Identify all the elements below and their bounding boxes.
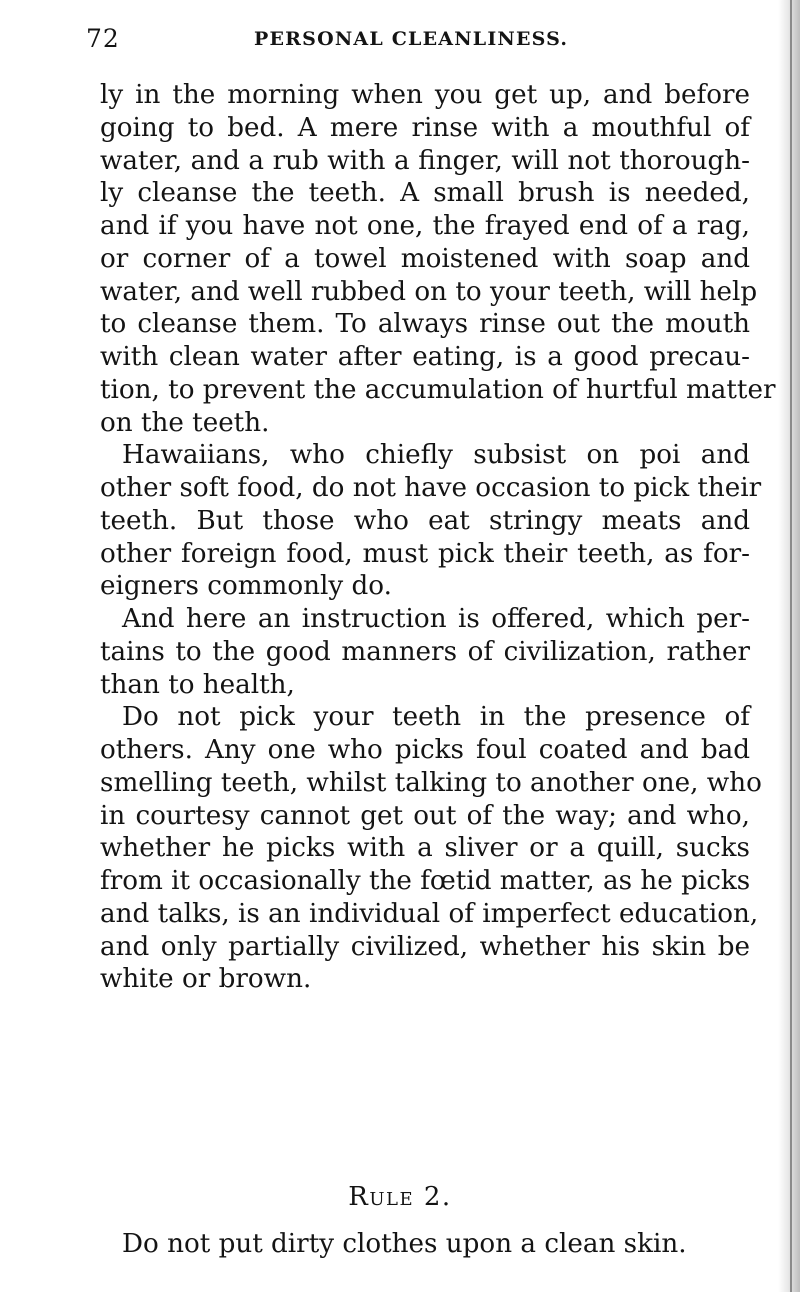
text-line: others. Any one who picks foul coated and bad [100, 735, 750, 765]
running-head: PERSONAL CLEANLINESS. [254, 28, 569, 50]
text-line: white or brown. [100, 964, 312, 995]
text-line: other soft food, do not have occasion to pick their [100, 473, 762, 503]
text-line: from it occasionally the fœtid matter, as he picks [100, 866, 751, 896]
text-line: teeth. But those who eat stringy meats and [100, 505, 750, 536]
text-line: eigners commonly do. [100, 571, 392, 602]
rule-heading [0, 1181, 800, 1214]
text-line: and talks, is an individual of imperfect education, [100, 898, 759, 929]
page-edge-line [790, 0, 792, 1292]
text-line: smelling teeth, whilst talking to another one, who [100, 767, 762, 798]
text-line: than to health, [100, 669, 295, 700]
text-line: in courtesy cannot get out of the way; and who, [100, 800, 750, 831]
text-line: Do not pick your teeth in the presence of [122, 702, 750, 733]
text-line: to cleanse them. To always rinse out the mouth [100, 309, 750, 340]
text-line: Hawaiians, who chiefly subsist on poi and [122, 440, 750, 471]
text-line: tion, to prevent the accumulation of hurtful matter [100, 374, 776, 405]
text-line: and only partially civilized, whether his skin be [100, 931, 750, 962]
rule-heading-text: Rule 2. [348, 1182, 452, 1212]
text-line: tains to the good manners of civilization, rather [100, 636, 750, 667]
text-line: water, and a rub with a finger, will not thorough- [100, 145, 750, 176]
page-edge-shadow [778, 0, 800, 1292]
text-line: with clean water after eating, is a good precau- [100, 342, 750, 372]
text-line: whether he picks with a sliver or a quill, sucks [100, 833, 750, 864]
text-line: and if you have not one, the frayed end of a rag, [100, 211, 750, 241]
text-line: going to bed. A mere rinse with a mouthful of [100, 112, 750, 143]
text-line: or corner of a towel moistened with soap and [100, 243, 750, 274]
text-line: And here an instruction is offered, which per- [122, 604, 750, 634]
text-line: ly in the morning when you get up, and before [100, 80, 750, 110]
page-header [86, 24, 736, 54]
text-line: water, and well rubbed on to your teeth, will help [100, 276, 758, 307]
text-line: on the teeth. [100, 407, 270, 438]
rule-text: Do not put dirty clothes upon a clean skin. [122, 1229, 687, 1259]
text-line: other foreign food, must pick their teeth, as for- [100, 538, 750, 569]
text-line: ly cleanse the teeth. A small brush is needed, [100, 178, 750, 209]
page-number: 72 [86, 24, 120, 53]
